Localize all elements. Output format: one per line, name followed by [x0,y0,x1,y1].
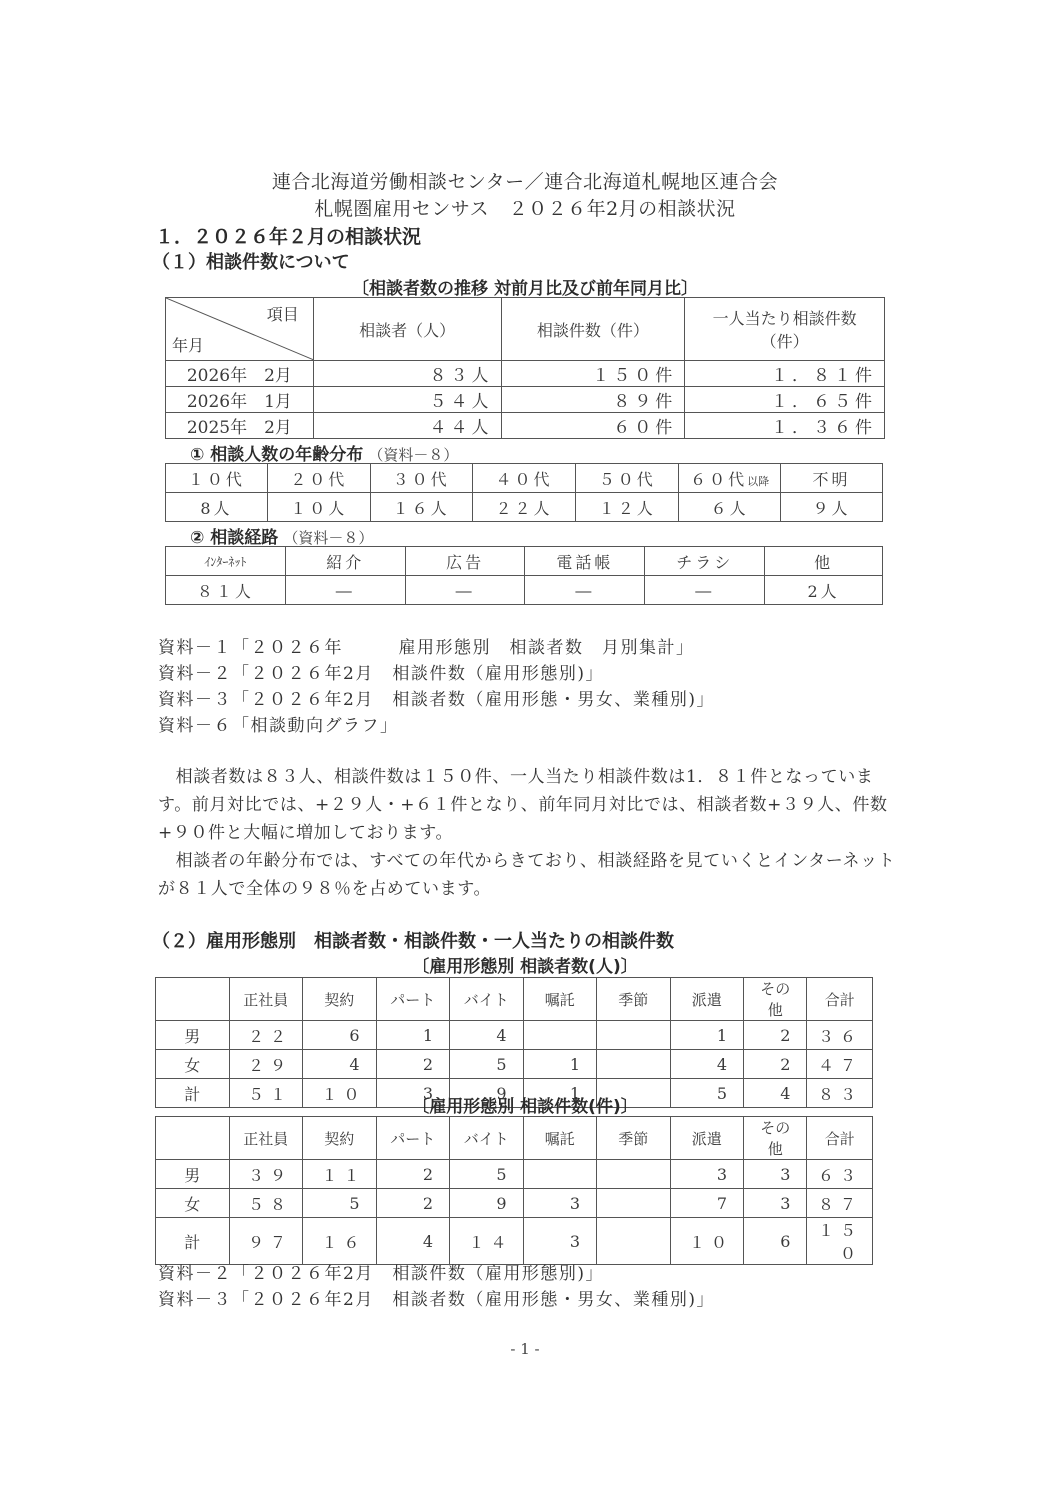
cell: １５０ [807,1218,873,1265]
cell: 9 [450,1079,524,1108]
column-header: ３０代 [370,464,472,493]
cell: ９人 [781,493,883,522]
cell [523,1021,597,1050]
column-header: パート [376,1117,450,1160]
cell: 3 [523,1218,597,1265]
column-header-60s [679,464,781,493]
column-header: 合計 [807,978,873,1021]
cell: １１ [303,1160,377,1189]
column-header: 派遣 [670,978,744,1021]
cell: ５１ [229,1079,303,1108]
column-header: チラシ [645,547,765,576]
cell: １２人 [576,493,679,522]
cell: ２２ [229,1021,303,1050]
page-number: - 1 - [510,1340,540,1358]
column-header: 派遣 [670,1117,744,1160]
summary-paragraph: 相談者の年齢分布では、すべての年代からきており、相談経路を見ていくとインターネットが８１人で全体の９８％を占めています。 [158,851,896,899]
column-header: その他 [744,1117,807,1160]
cell: 5 [303,1189,377,1218]
reference-line: 資料－２「２０２６年2月 相談件数（雇用形態別)」 [158,1264,604,1284]
row-label: 計 [156,1079,230,1108]
cell [597,1160,671,1189]
column-header: 嘱託 [523,1117,597,1160]
persons-header-row [156,978,873,1021]
reference-line: 資料－３「２０２６年2月 相談者数（雇用形態・男女、業種別)」 [158,690,715,710]
table-row [166,361,885,387]
route-heading: ② 相談経路 [190,528,279,548]
section-1-heading: １．２０２６年２月の相談状況 [155,226,422,248]
cell [597,1189,671,1218]
cell: ２２人 [472,493,576,522]
cell: １．８１件 [685,361,885,387]
column-header: 正社員 [229,1117,303,1160]
cell: ― [405,576,525,605]
age-distribution-source: （資料－８） [368,446,459,464]
cell: ９７ [229,1218,303,1265]
cell: 5 [450,1050,524,1079]
cell: １０人 [267,493,370,522]
cell: 2人 [765,576,883,605]
column-header: 季節 [597,978,671,1021]
table-row [166,387,885,413]
cell: 3 [744,1160,807,1189]
table-row-total [156,1218,873,1265]
age-distribution-heading: ① 相談人数の年齢分布 [190,445,364,465]
column-header: 相談者（人） [313,298,501,361]
section-2-heading: （２）雇用形態別 相談者数・相談件数・一人当たりの相談件数 [152,931,674,952]
cell: ３６ [807,1021,873,1050]
cell: 2 [376,1189,450,1218]
corner-label-yearmonth: 年月 [172,336,205,355]
cell: 4 [376,1218,450,1265]
cell: 2 [376,1160,450,1189]
route-heading-block [190,523,373,548]
cell: １５０件 [501,361,685,387]
cell: 3 [744,1189,807,1218]
row-label: 女 [156,1189,230,1218]
cell: 4 [303,1050,377,1079]
column-header: 相談件数（件） [501,298,685,361]
corner-label-item: 項目 [266,305,299,324]
row-label: 2026年 1月 [166,387,314,413]
corner-cell [156,978,230,1021]
cell: 2 [376,1050,450,1079]
row-label: 計 [156,1218,230,1265]
column-header: その他 [744,978,807,1021]
cell: ６０件 [501,413,685,439]
cell: ５８ [229,1189,303,1218]
table-row [156,1160,873,1189]
table-row [156,1189,873,1218]
column-header: 広告 [405,547,525,576]
cell: ８７ [807,1189,873,1218]
cell: 3 [376,1079,450,1108]
cell: ８９件 [501,387,685,413]
cell: ４７ [807,1050,873,1079]
column-header: 合計 [807,1117,873,1160]
cell: 5 [450,1160,524,1189]
document-title-line-1: 連合北海道労働相談センター／連合北海道札幌地区連合会 [271,171,779,193]
cell: 3 [523,1189,597,1218]
reference-line: 資料－２「２０２６年2月 相談件数（雇用形態別)」 [158,664,604,684]
cell: 4 [450,1021,524,1050]
cell: １０ [303,1079,377,1108]
column-header: 嘱託 [523,978,597,1021]
column-header: 他 [765,547,883,576]
column-header: バイト [450,978,524,1021]
age-distribution-heading-block [190,440,458,465]
cell: 2 [744,1050,807,1079]
column-header: 正社員 [229,978,303,1021]
table-row [166,413,885,439]
cell: ― [525,576,645,605]
column-header: パート [376,978,450,1021]
persons-by-employment-table [155,977,873,1108]
cell: 4 [744,1079,807,1108]
cell: 5 [670,1079,744,1108]
route-table [165,546,883,605]
row-label: 男 [156,1021,230,1050]
cell: ― [285,576,405,605]
cell: １４ [450,1218,524,1265]
age-header-row [166,464,883,493]
column-header: バイト [450,1117,524,1160]
column-header-suffix: 以降 [747,474,770,488]
table-row [156,1021,873,1050]
cell: 1 [523,1079,597,1108]
cell [523,1160,597,1189]
reference-line: 資料－６「相談動向グラフ」 [158,716,399,736]
trend-table [165,297,885,439]
cell: ８３ [807,1079,873,1108]
column-header: ２０代 [267,464,370,493]
cell: １．６５件 [685,387,885,413]
age-distribution-table [165,463,883,522]
cell: ３９ [229,1160,303,1189]
cell: １６人 [370,493,472,522]
cell [597,1021,671,1050]
cell: ６人 [679,493,781,522]
subsection-1-heading: （１）相談件数について [152,252,350,273]
cell: 9 [450,1189,524,1218]
cell: １６ [303,1218,377,1265]
cell [597,1218,671,1265]
cell [597,1050,671,1079]
cell: ６３ [807,1160,873,1189]
trend-table-caption: 〔相談者数の推移 対前月比及び前年同月比〕 [352,279,698,299]
column-header: 不明 [781,464,883,493]
cell: 2 [744,1021,807,1050]
cell: ８１人 [166,576,286,605]
cell: ８３人 [313,361,501,387]
cases-by-employment-table [155,1116,873,1265]
cell: ２９ [229,1050,303,1079]
column-header: 電話帳 [525,547,645,576]
column-header: １０代 [166,464,268,493]
cell: ５４人 [313,387,501,413]
persons-table-caption: 〔雇用形態別 相談者数(人)〕 [412,957,638,977]
cell: 3 [670,1160,744,1189]
corner-cell [166,298,314,361]
document-title-line-2: 札幌圏雇用センサス ２０２６年2月の相談状況 [314,198,736,220]
cell: １．３６件 [685,413,885,439]
cell: ― [645,576,765,605]
column-header-text: ６０代 [690,469,748,489]
summary-paragraph: 相談者数は８３人、相談件数は１５０件、一人当たり相談件数は1．８１件となっています。前月対比では、+２９人・+６１件となり、前年同月対比では、相談者数+３９人、件数+９０件と大幅に増加しております。 [158,767,888,843]
trend-table-header [166,298,885,361]
column-header: ｲﾝﾀｰﾈｯﾄ [166,547,286,576]
corner-cell [156,1117,230,1160]
cell: １０ [670,1218,744,1265]
cases-table-caption: 〔雇用形態別 相談件数(件)〕 [412,1097,638,1117]
cell: 7 [670,1189,744,1218]
column-header: 契約 [303,978,377,1021]
cell: 1 [523,1050,597,1079]
row-label: 男 [156,1160,230,1189]
row-label: 女 [156,1050,230,1079]
column-header: 契約 [303,1117,377,1160]
column-header: 紹介 [285,547,405,576]
route-values-row [166,576,883,605]
cell: 1 [376,1021,450,1050]
reference-line: 資料－１「２０２６年 雇用形態別 相談者数 月別集計」 [158,638,695,658]
table-row [156,1050,873,1079]
column-header: 一人当たり相談件数（件） [685,298,885,361]
column-header: ４０代 [472,464,576,493]
age-values-row [166,493,883,522]
route-header-row [166,547,883,576]
column-header: 季節 [597,1117,671,1160]
row-label: 2025年 2月 [166,413,314,439]
cell: 6 [303,1021,377,1050]
route-source: （資料－８） [283,529,374,547]
cell: 1 [670,1021,744,1050]
column-header: ５０代 [576,464,679,493]
row-label: 2026年 2月 [166,361,314,387]
cell: 4 [670,1050,744,1079]
cell: 8人 [166,493,268,522]
cell: 6 [744,1218,807,1265]
cell: ４４人 [313,413,501,439]
cases-header-row [156,1117,873,1160]
reference-line: 資料－３「２０２６年2月 相談者数（雇用形態・男女、業種別)」 [158,1290,715,1310]
